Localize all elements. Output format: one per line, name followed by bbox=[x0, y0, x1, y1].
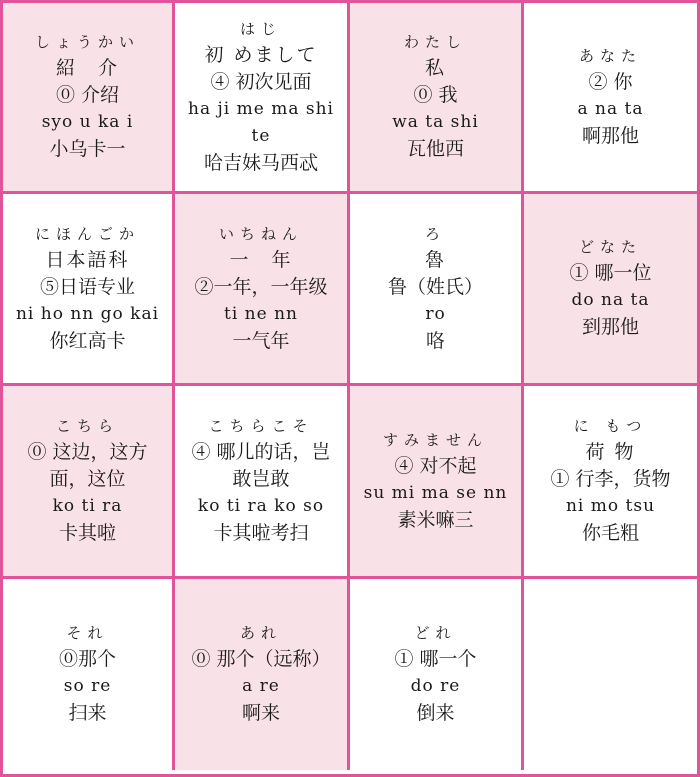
japanese-word: 初 めまして bbox=[204, 43, 318, 66]
chinese-pronunciation: 扫来 bbox=[68, 702, 107, 724]
chinese-meaning: 鲁（姓氏） bbox=[387, 275, 483, 298]
chinese-meaning: ⑤日语专业 bbox=[39, 275, 135, 298]
vocab-card-watashi bbox=[350, 3, 524, 194]
vocab-card-nimotsu bbox=[524, 386, 697, 579]
romaji: a na ta bbox=[577, 98, 644, 119]
kana-reading: わたし bbox=[403, 33, 467, 51]
romaji: su mi ma se nn bbox=[363, 482, 508, 503]
chinese-pronunciation: 卡其啦考扫 bbox=[213, 522, 309, 544]
chinese-meaning-continued: 面，这位 bbox=[49, 468, 126, 490]
vocab-card-sore bbox=[3, 579, 175, 770]
romaji: ro bbox=[425, 303, 446, 324]
vocab-card-ro bbox=[350, 194, 524, 386]
romaji: ha ji me ma shi bbox=[188, 98, 334, 119]
kana-reading: どれ bbox=[414, 624, 457, 642]
chinese-meaning: ④ 初次见面 bbox=[210, 70, 312, 93]
vocab-card-ichinen bbox=[175, 194, 350, 386]
vocab-card-donata bbox=[524, 194, 697, 386]
chinese-meaning: ② 你 bbox=[588, 70, 633, 93]
chinese-pronunciation: 哈吉妹马西忒 bbox=[203, 151, 318, 174]
romaji: a re bbox=[242, 676, 280, 696]
japanese-word: 日本語科 bbox=[45, 248, 130, 271]
chinese-meaning: ⓪ 我 bbox=[413, 84, 458, 106]
japanese-word: 紹 介 bbox=[55, 57, 119, 79]
chinese-meaning: ⓪那个 bbox=[58, 648, 116, 670]
chinese-meaning: ⓪ 这边，这方 bbox=[27, 441, 148, 463]
kana-reading: はじ bbox=[239, 19, 282, 38]
kana-reading: それ bbox=[66, 624, 109, 642]
vocab-card-kochira bbox=[3, 386, 175, 579]
chinese-pronunciation: 小乌卡一 bbox=[49, 138, 126, 160]
romaji: ni ho nn go kai bbox=[15, 303, 160, 324]
chinese-pronunciation: 一气年 bbox=[232, 329, 290, 352]
kana-reading: どなた bbox=[578, 238, 642, 256]
kana-reading: すみません bbox=[382, 430, 488, 449]
romaji: do re bbox=[410, 676, 461, 696]
kana-reading: に もつ bbox=[573, 417, 648, 435]
kana-reading: あれ bbox=[239, 624, 282, 642]
chinese-pronunciation: 到那他 bbox=[581, 316, 639, 338]
chinese-pronunciation: 咯 bbox=[425, 329, 445, 352]
romaji: ni mo tsu bbox=[565, 496, 656, 516]
vocab-card-sumimasen bbox=[350, 386, 524, 579]
kana-reading: しょうかい bbox=[34, 33, 140, 51]
kana-reading: あなた bbox=[578, 46, 642, 65]
vocab-card-dore bbox=[350, 579, 524, 770]
chinese-pronunciation: 瓦他西 bbox=[406, 138, 464, 160]
chinese-pronunciation: 啊来 bbox=[241, 702, 280, 724]
empty-card bbox=[524, 579, 697, 770]
romaji: ko ti ra bbox=[52, 496, 123, 516]
chinese-meaning: ① 哪一个 bbox=[394, 648, 477, 670]
romaji: ko ti ra ko so bbox=[197, 496, 325, 516]
chinese-meaning: ②一年，一年级 bbox=[194, 275, 328, 298]
chinese-meaning: ④ 对不起 bbox=[394, 454, 477, 477]
romaji: do na ta bbox=[571, 290, 650, 310]
romaji: syo u ka i bbox=[41, 112, 134, 132]
vocab-card-are bbox=[175, 579, 350, 770]
romaji: so re bbox=[63, 676, 112, 696]
chinese-pronunciation: 你红高卡 bbox=[49, 329, 126, 352]
chinese-meaning: ⓪ 介绍 bbox=[55, 84, 120, 106]
romaji: wa ta shi bbox=[392, 112, 479, 132]
chinese-meaning: ① 哪一位 bbox=[569, 262, 652, 284]
kana-reading: こちら bbox=[55, 417, 119, 435]
japanese-word: 私 bbox=[424, 57, 446, 79]
chinese-pronunciation: 卡其啦 bbox=[58, 522, 116, 544]
chinese-meaning: ⓪ 那个（远称） bbox=[191, 648, 331, 670]
kana-reading: こちらこそ bbox=[208, 417, 314, 435]
romaji: ti ne nn bbox=[224, 303, 298, 324]
vocab-card-hajimemashite bbox=[175, 3, 350, 194]
japanese-word: 荷 物 bbox=[585, 441, 636, 463]
japanese-word: 魯 bbox=[424, 248, 446, 271]
chinese-pronunciation: 素米嘛三 bbox=[397, 508, 474, 531]
japanese-word: 一 年 bbox=[229, 248, 293, 271]
kana-reading: にほんごか bbox=[34, 224, 140, 243]
chinese-meaning-continued: 敢岂敢 bbox=[232, 468, 290, 490]
vocab-card-shoukai bbox=[3, 3, 175, 194]
chinese-pronunciation: 你毛粗 bbox=[581, 522, 639, 544]
chinese-pronunciation: 倒来 bbox=[416, 702, 455, 724]
chinese-pronunciation: 啊那他 bbox=[581, 124, 639, 147]
chinese-meaning: ① 行李，货物 bbox=[550, 468, 671, 490]
kana-reading: いちねん bbox=[218, 224, 303, 243]
romaji-continued: te bbox=[251, 125, 271, 146]
vocab-card-kochirakoso bbox=[175, 386, 350, 579]
chinese-meaning: ④ 哪儿的话，岂 bbox=[191, 441, 331, 463]
vocab-card-nihongoka bbox=[3, 194, 175, 386]
vocab-card-anata bbox=[524, 3, 697, 194]
kana-reading: ろ bbox=[424, 224, 446, 243]
